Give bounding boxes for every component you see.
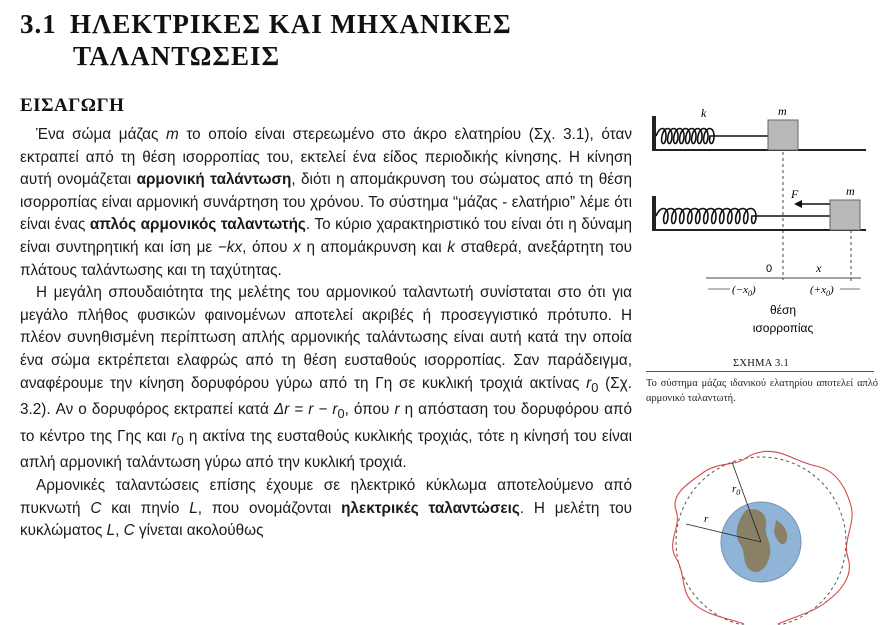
- math-m: m: [165, 126, 179, 143]
- paragraph-3: [20, 475, 632, 543]
- label-m-bottom: m: [846, 184, 855, 198]
- figure-satellite-orbit: [646, 440, 881, 625]
- body-text: [20, 124, 632, 543]
- label-r0: $r_0$: [732, 483, 741, 497]
- heading-line1: ΗΛΕΚΤΡΙΚΕΣ ΚΑΙ ΜΗΧΑΝΙΚΕΣ: [70, 9, 512, 39]
- text-run: , όπου: [344, 401, 395, 419]
- math-delta-r: Δr = r − r: [273, 401, 338, 419]
- paragraph-2: [20, 282, 632, 475]
- spring-bottom: [656, 209, 830, 224]
- text-run: . Η μελέτη του κυκλώματος: [20, 499, 632, 540]
- figure-caption-title: ΣΧΗΜΑ 3.1: [732, 358, 790, 369]
- text-run: , διότι η απομάκρυνση του σώματος από τη θέση ισορροπίας είναι αρμονική συνάρτηση του χρόνου. Το σύστημα “μάζας - ελατήριο” λέμε ότι είναι ένας: [20, 171, 632, 234]
- math-r0: r: [586, 374, 592, 392]
- equilibrium-label-2: ισορροπίας: [752, 321, 814, 335]
- caption-divider: [646, 371, 874, 372]
- text-run: Αρμονικές ταλαντώσεις επίσης έχουμε σε ηλεκτρικό κύκλωμα αποτελούμενο από πυκνωτή: [20, 477, 632, 517]
- text-run: το οποίο είναι στερεωμένο στο άκρο ελατηρίου (Σχ. 3.1), όταν εκτραπεί από τη θέση ισορροπίας του, εκτελεί ένα είδος περιοδικής κίνησης. Η κίνηση αυτή ονομάζεται: [20, 126, 632, 189]
- mass-block-top: [768, 120, 798, 150]
- text-run: (Σχ. 3.2). Αν ο δορυφόρος εκτραπεί κατά: [20, 374, 632, 419]
- subscript: 0: [591, 379, 599, 395]
- label-neg-x0: $(-x_0)$: [732, 284, 756, 298]
- label-r: r: [704, 513, 709, 525]
- text-run: η απομάκρυνση και: [300, 238, 448, 256]
- text-run: η απόσταση του δορυφόρου από το κέντρο της Γης και: [20, 401, 632, 445]
- text-run: Η μεγάλη σπουδαιότητα της μελέτης του αρμονικού ταλαντωτή συνίσταται στο ότι για μεγάλο πλήθος φυσικών φαινομένων αποτελεί ακριβές ή προσεγγιστικό πρότυπο. Η πλέον συνηθισμένη περίπτωση απλής αρμονικής ταλάντωσης είναι αυτή κατά την οποία ένα σώμα εκτρέπεται ελαφρώς από τη θέση ευσταθούς ισορροπίας. Σαν παράδειγμα, αναφέρουμε την κίνηση δορυφόρου γύρω από τη Γη σε κυκλική τροχιά ακτίνας: [20, 284, 632, 392]
- math-C: C: [90, 499, 102, 517]
- label-zero: 0: [766, 263, 773, 275]
- subscript: 0: [337, 406, 345, 422]
- math-x: x: [293, 238, 301, 256]
- text-run: γίνεται ακολούθως: [134, 522, 264, 540]
- heading-line2: ΤΑΛΑΝΤΩΣΕΙΣ: [73, 41, 281, 71]
- math-r: r: [394, 401, 400, 419]
- math-minus-kx: −kx: [217, 238, 243, 256]
- label-m-top: m: [778, 104, 787, 118]
- chapter-heading: [20, 8, 620, 72]
- mass-block-bottom: [830, 200, 860, 230]
- text-run: , που ονομάζονται: [197, 499, 342, 517]
- term-simple-harmonic-oscillator: απλός αρμονικός ταλαντωτής: [89, 216, 306, 234]
- subscript: 0: [176, 432, 184, 448]
- label-F: F: [791, 187, 799, 201]
- term-electrical-oscillations: ηλεκτρικές ταλαντώσεις: [341, 499, 520, 517]
- force-arrowhead: [794, 200, 802, 208]
- math-k: k: [447, 238, 455, 256]
- math-L: L: [189, 499, 198, 517]
- label-pos-x0: $(+x_0)$: [810, 284, 834, 298]
- section-title: ΕΙΣΑΓΩΓΗ: [20, 95, 125, 116]
- paragraph-1: [20, 124, 632, 282]
- math-C: C: [123, 522, 135, 540]
- equilibrium-label-1: θέση: [769, 303, 797, 317]
- text-run: Ένα σώμα μάζας: [36, 126, 166, 143]
- text-run: ,: [115, 522, 124, 540]
- text-run: και πηνίο: [101, 499, 190, 517]
- figure-caption-text: Το σύστημα μάζας ιδανικού ελατηρίου αποτελεί απλό αρμονικό ταλαντωτή.: [646, 378, 878, 404]
- text-run: σταθερά, ανεξάρτητη του πλάτους ταλάντωσης και τη ταχύτητας.: [20, 238, 632, 279]
- label-x: x: [816, 261, 822, 275]
- term-harmonic-oscillation: αρμονική ταλάντωση: [136, 171, 292, 189]
- label-k: k: [701, 106, 707, 120]
- text-run: η ακτίνα της ευσταθούς κυκλικής τροχιάς, τότε η κίνησή του είναι απλή αρμονική ταλάντωση γύρω από την κυκλική τροχιά.: [20, 427, 632, 472]
- math-r0: r: [171, 427, 177, 445]
- spring-top: [656, 129, 768, 144]
- text-run: , όπου: [242, 238, 294, 256]
- text-run: . Το κύριο χαρακτηριστικό του είναι ότι η δύναμη είναι συντηρητική και ίση με: [20, 216, 632, 256]
- figure-mass-spring: [646, 100, 876, 350]
- heading-number: 3.1: [20, 9, 57, 39]
- math-L: L: [106, 522, 116, 540]
